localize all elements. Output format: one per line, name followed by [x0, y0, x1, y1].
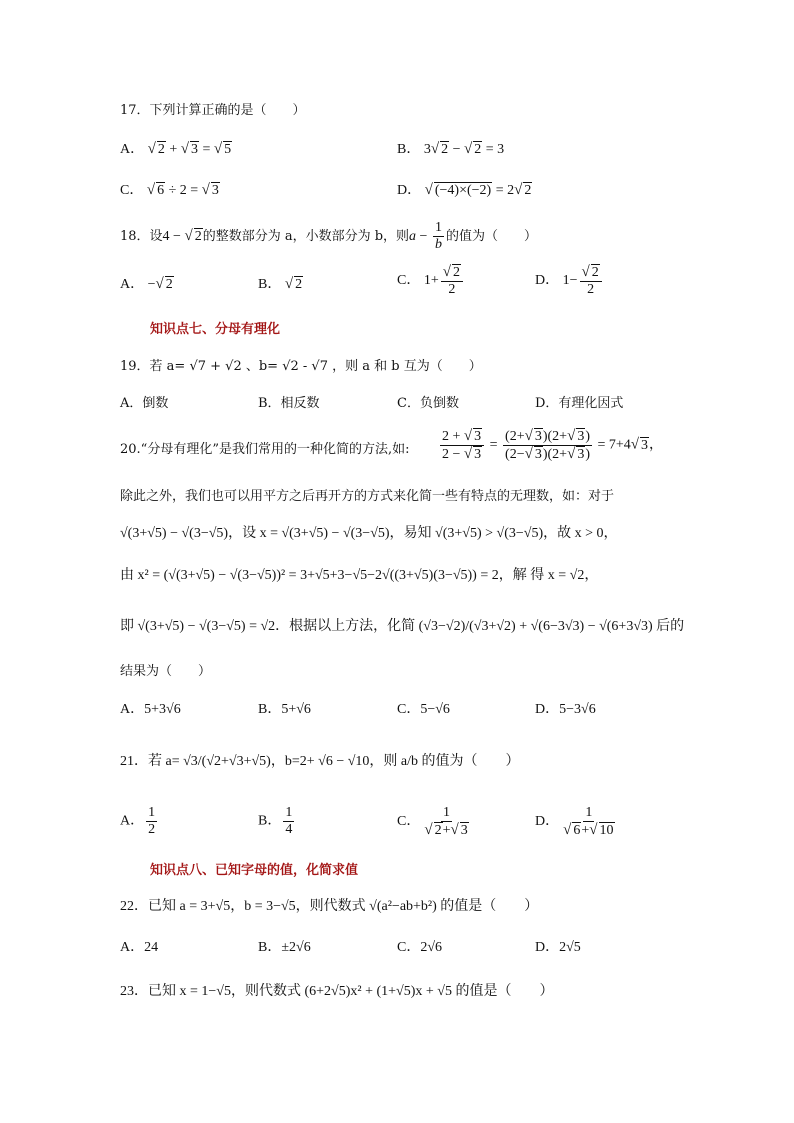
q20-line2: 除此之外，我们也可以用平方之后再开方的方式来化简一些有特点的无理数，如：对于	[120, 489, 615, 504]
q20-example-expression: $\frac{2 + √ 3}{2 - √ 3}$ = $\frac{(2+√ 3)(2+√ 3)}{(2-√ 3)(2+√ 3)}$ = 7+4√ 3，	[442, 428, 664, 462]
q17-d-expression: √ (−4)×(−2) = 2√ 2	[424, 182, 532, 198]
q19-option-a[interactable]: A．倒数	[120, 396, 169, 411]
q20-option-b[interactable]: B．5+√6	[258, 702, 311, 717]
section-heading-8: 知识点八、已知字母的值，化简求值	[150, 863, 359, 878]
q20-option-d[interactable]: D．5−3√6	[535, 702, 596, 717]
q19-option-d[interactable]: D．有理化因式	[535, 396, 624, 411]
q20-line6: 结果为（ ）	[120, 664, 212, 679]
q21-stem: 21．若 a= √3/(√2+√3+√5)，b=2+ √6 − √10，则 a/b 的值为（ ）	[120, 754, 520, 769]
q20-line1: 20.“分母有理化”是我们常用的一种化简的方法,如:	[120, 442, 410, 457]
q17-c-expression: √ 6 ÷ 2 = √ 3	[146, 182, 219, 198]
q19-stem: 19．若 a= √7 + √2 、b= √2 - √7 ，则 a 和 b 互为（ ）	[120, 359, 482, 374]
q20-line4: 由 x² = (√(3+√5) − √(3−√5))² = 3+√5+3−√5−2√((3+√5)(3−√5)) = 2，解 得 x = √2，	[120, 568, 599, 583]
q20-option-a[interactable]: A．5+3√6	[120, 702, 181, 717]
q20-line5: 即 √(3+√5) − √(3−√5) = √2．根据以上方法，化简 (√3−√2)/(√3+√2) + √(6−3√3) − √(6+3√3) 后的	[120, 619, 685, 634]
q20-option-c[interactable]: C．5−√6	[397, 702, 450, 717]
q19-option-c[interactable]: C．负倒数	[397, 396, 459, 411]
q21-option-d[interactable]: D． $\frac{1}{√ 6+√ 10}$	[535, 805, 614, 838]
q22-option-a[interactable]: A．24	[120, 940, 159, 955]
q18-stem: 18．设4 − √ 2的整数部分为 a，小数部分为 b，则a − $\frac{1}{b}$ 的值为（ ）	[120, 220, 537, 252]
q22-option-b[interactable]: B．±2√6	[258, 940, 311, 955]
q17-stem: 17．下列计算正确的是（ ）	[120, 103, 306, 118]
q23-stem: 23．已知 x = 1−√5，则代数式 (6+2√5)x² + (1+√5)x + √5 的值是（ ）	[120, 984, 554, 999]
q21-option-c[interactable]: C． $\frac{1}{√ 2+√ 3}$	[397, 805, 468, 838]
q21-option-b[interactable]: B． $\frac{1}{4}$	[258, 805, 293, 837]
q18-option-d[interactable]: D． 1− $\frac{√ 2}{2}$	[535, 264, 604, 298]
q17-b-expression: 3√ 2 − √ 2 = 3	[423, 141, 505, 157]
q22-stem: 22．已知 a = 3+√5，b = 3−√5，则代数式 √(a²−ab+b²) 的值是（ ）	[120, 899, 539, 914]
q22-option-c[interactable]: C．2√6	[397, 940, 443, 955]
section-heading-7: 知识点七、分母有理化	[150, 322, 281, 337]
q17-option-d[interactable]: D． √ (−4)×(−2) = 2√ 2	[397, 182, 532, 198]
q20-line3: √(3+√5) − √(3−√5)，设 x = √(3+√5) − √(3−√5)，易知 √(3+√5) > √(3−√5)，故 x > 0，	[120, 526, 618, 541]
q19-option-b[interactable]: B．相反数	[258, 396, 320, 411]
q17-option-b[interactable]: B． 3√ 2 − √ 2 = 3	[397, 141, 505, 157]
q18-option-a[interactable]: A． −√ 2	[120, 276, 173, 292]
q17-a-expression: √ 2 + √ 3 = √ 5	[147, 141, 232, 157]
q18-option-b[interactable]: B． √ 2	[258, 276, 303, 292]
q18-option-c[interactable]: C． 1+ $\frac{√ 2}{2}$	[397, 264, 465, 298]
q17-option-a[interactable]: A． √ 2 + √ 3 = √ 5	[120, 141, 232, 157]
q22-option-d[interactable]: D．2√5	[535, 940, 581, 955]
q17-option-c[interactable]: C． √ 6 ÷ 2 = √ 3	[120, 182, 219, 198]
q21-option-a[interactable]: A． $\frac{1}{2}$	[120, 805, 156, 837]
